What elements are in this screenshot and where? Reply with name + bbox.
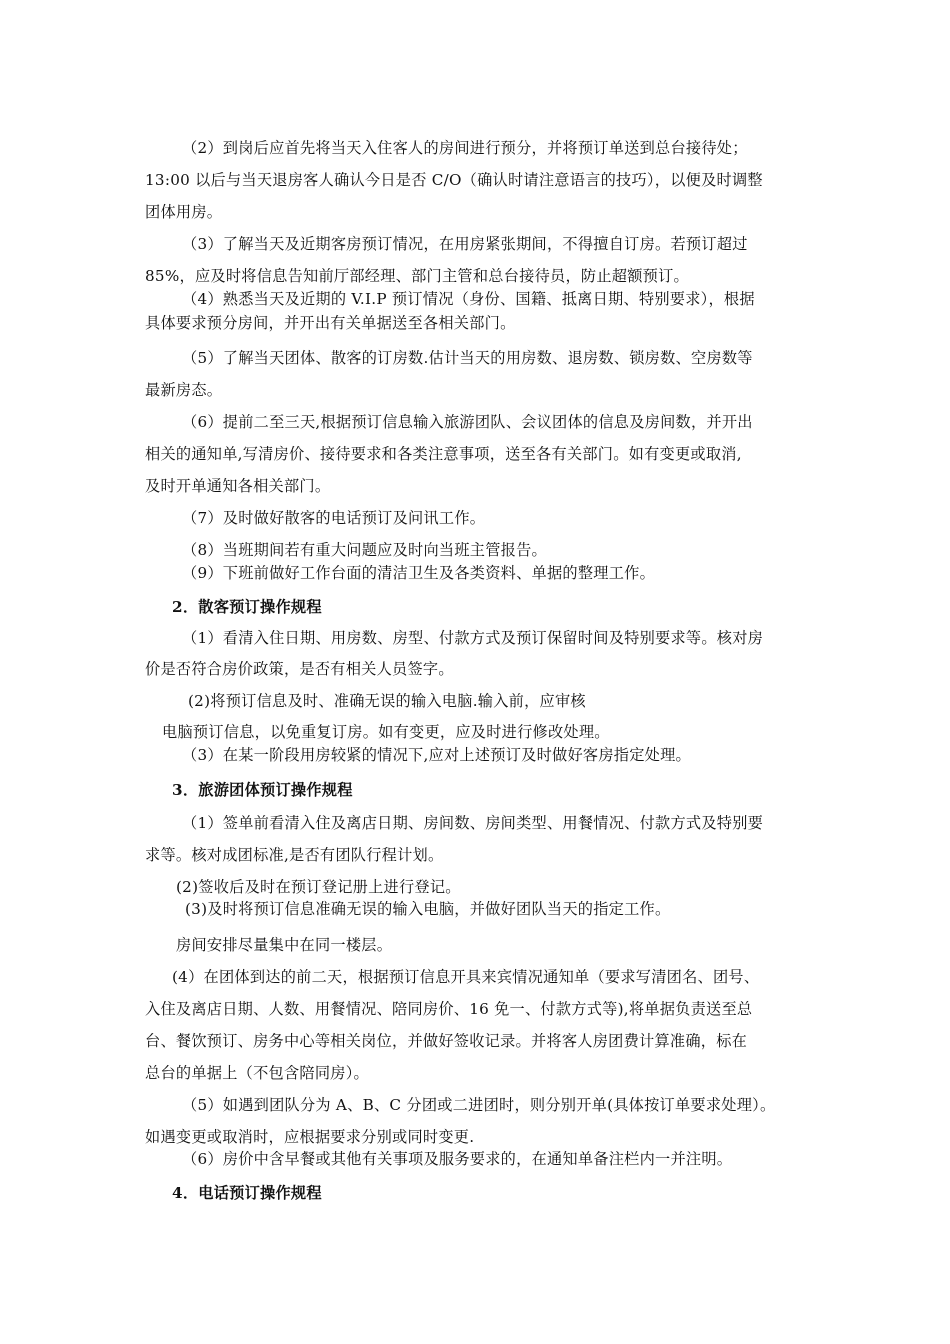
paragraph-line: 房间安排尽量集中在同一楼层。 [176, 936, 393, 954]
paragraph-line: 及时开单通知各相关部门。 [145, 477, 331, 495]
paragraph-line: （9）下班前做好工作台面的清洁卫生及各类资料、单据的整理工作。 [182, 564, 656, 582]
paragraph-line: 台、餐饮预订、房务中心等相关岗位，并做好签收记录。并将客人房团费计算准确，标在 [145, 1032, 748, 1050]
paragraph-line: （3）在某一阶段用房较紧的情况下,应对上述预订及时做好客房指定处理。 [182, 746, 691, 764]
paragraph-line: （1）签单前看清入住及离店日期、房间数、房间类型、用餐情况、付款方式及特别要 [182, 814, 764, 832]
section-heading: 2．散客预订操作规程 [172, 598, 322, 616]
paragraph-line: （6）房价中含早餐或其他有关事项及服务要求的，在通知单备注栏内一并注明。 [182, 1150, 733, 1168]
paragraph-line: （7）及时做好散客的电话预订及问讯工作。 [182, 509, 486, 527]
paragraph-line: 电脑预订信息，以免重复订房。如有变更，应及时进行修改处理。 [162, 723, 610, 741]
paragraph-line: (2)将预订信息及时、准确无误的输入电脑.输入前，应审核 [188, 692, 586, 710]
paragraph-line: 总台的单据上（不包含陪同房）。 [145, 1064, 369, 1082]
paragraph-line: （2）到岗后应首先将当天入住客人的房间进行预分，并将预订单送到总台接待处； [182, 139, 748, 157]
paragraph-line: （8）当班期间若有重大问题应及时向当班主管报告。 [182, 541, 547, 559]
paragraph-line: 具体要求预分房间，并开出有关单据送至各相关部门。 [145, 314, 516, 332]
paragraph-line: 最新房态。 [145, 381, 223, 399]
paragraph-line: （4）熟悉当天及近期的 V.I.P 预订情况（身份、国籍、抵离日期、特别要求），根据 [182, 290, 755, 308]
section-heading: 3．旅游团体预订操作规程 [172, 781, 353, 799]
paragraph-line: (4）在团体到达的前二天，根据预订信息开具来宾情况通知单（要求写清团名、团号、 [172, 968, 760, 986]
paragraph-line: （3）了解当天及近期客房预订情况，在用房紧张期间，不得擅自订房。若预订超过 [182, 235, 748, 253]
paragraph-line: （6）提前二至三天,根据预订信息输入旅游团队、会议团体的信息及房间数，并开出 [182, 413, 753, 431]
paragraph-line: 85%，应及时将信息告知前厅部经理、部门主管和总台接待员，防止超额预订。 [145, 267, 689, 285]
paragraph-line: 入住及离店日期、人数、用餐情况、陪同房价、16 免一、付款方式等),将单据负责送至总 [145, 1000, 753, 1018]
paragraph-line: （1）看清入住日期、用房数、房型、付款方式及预订保留时间及特别要求等。核对房 [182, 629, 764, 647]
paragraph-line: 价是否符合房价政策，是否有相关人员签字。 [145, 660, 454, 678]
paragraph-line: (2)签收后及时在预订登记册上进行登记。 [176, 878, 461, 896]
section-heading: 4．电话预订操作规程 [172, 1184, 322, 1202]
paragraph-line: 团体用房。 [145, 203, 223, 221]
paragraph-line: 如遇变更或取消时，应根据要求分别或同时变更. [145, 1128, 475, 1146]
paragraph-line: (3)及时将预订信息准确无误的输入电脑，并做好团队当天的指定工作。 [185, 900, 671, 918]
paragraph-line: 求等。核对成团标准,是否有团队行程计划。 [145, 846, 444, 864]
paragraph-line: 13:00 以后与当天退房客人确认今日是否 C/O（确认时请注意语言的技巧），以便及时调整 [145, 171, 763, 189]
paragraph-line: （5）如遇到团队分为 A、B、C 分团或二进团时，则分别开单(具体按订单要求处理）。 [182, 1096, 776, 1114]
paragraph-line: 相关的通知单,写清房价、接待要求和各类注意事项，送至各有关部门。如有变更或取消, [145, 445, 742, 463]
paragraph-line: （5）了解当天团体、散客的订房数.估计当天的用房数、退房数、锁房数、空房数等 [182, 349, 753, 367]
